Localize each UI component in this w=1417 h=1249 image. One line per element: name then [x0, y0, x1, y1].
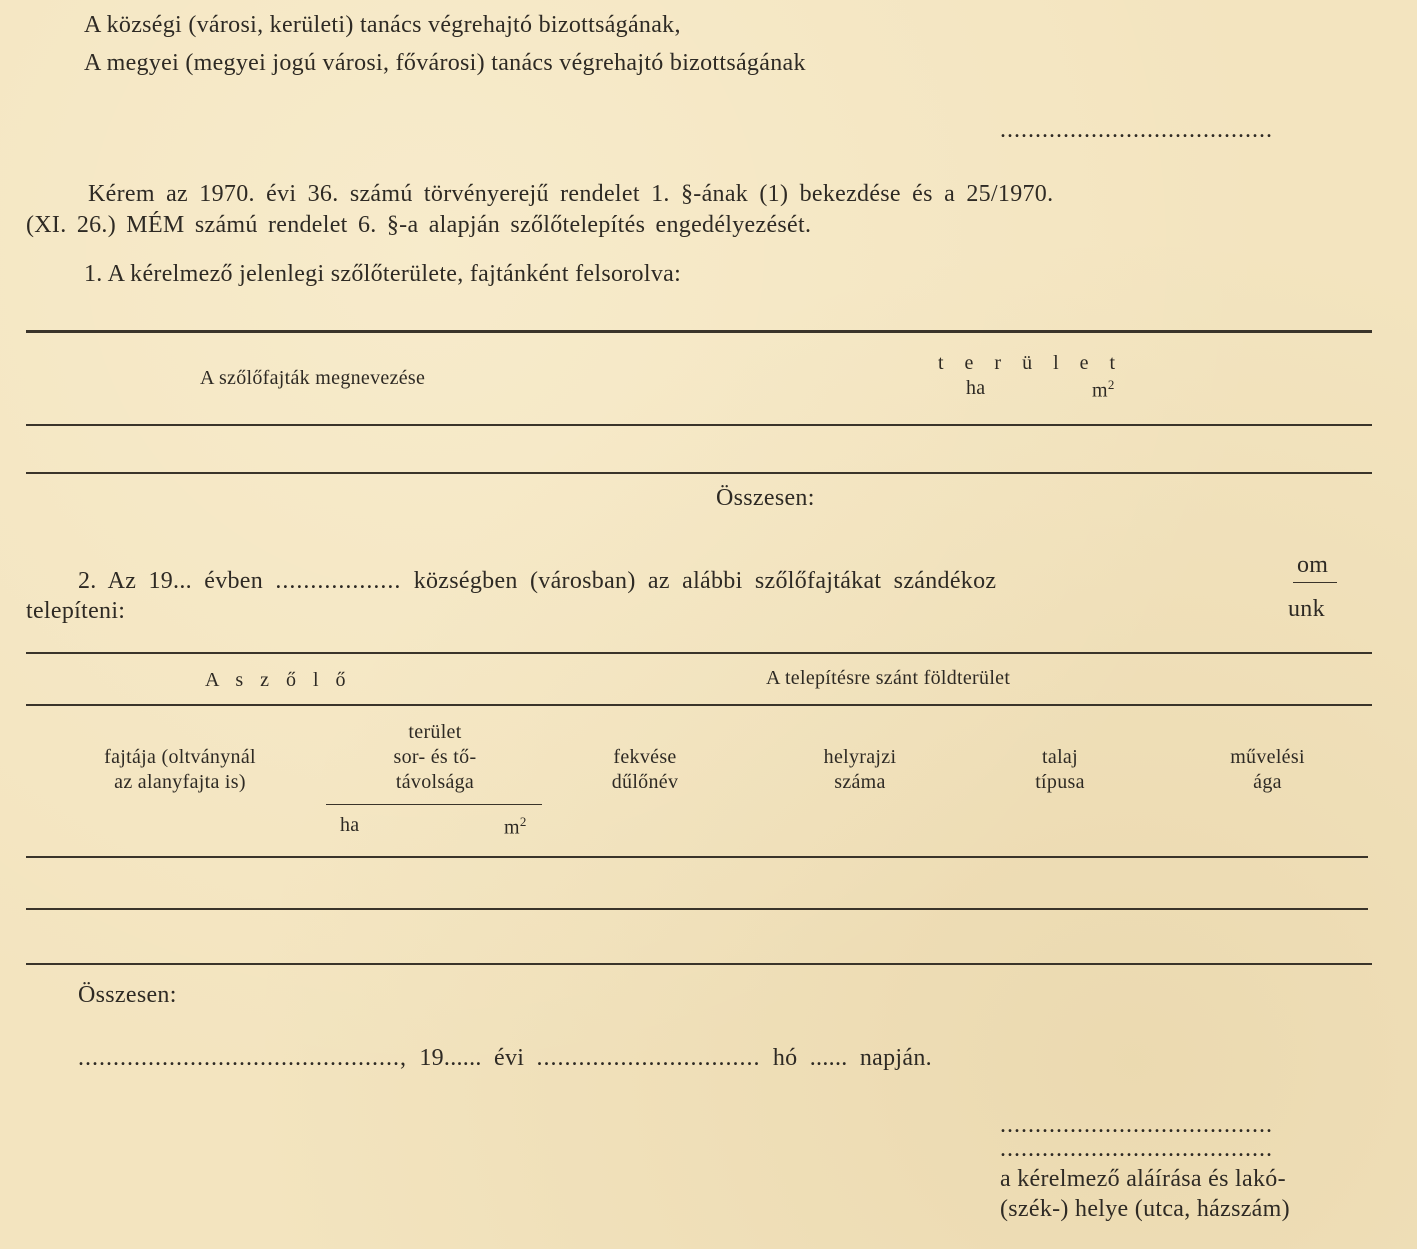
table-1-header-rule [26, 424, 1372, 426]
table-1-top-rule [26, 330, 1372, 333]
table-2-col-area-2: sor- és tő- [393, 746, 477, 768]
table-2-col-variety-1: fajtája (oltványnál [104, 746, 256, 768]
table-2-bottom-rule [26, 963, 1372, 965]
unit-m: m [1092, 379, 1108, 402]
table-2-col-parcel-2: száma [834, 771, 886, 793]
table-2-col-variety-2: az alanyfajta is) [114, 771, 246, 793]
date-day: hó ...... napján. [772, 1045, 932, 1071]
table-2-group-vine: A s z ő l ő [205, 669, 352, 691]
table-2-header-rule [26, 856, 1368, 858]
request-line-2: (XI. 26.) MÉM számú rendelet 6. §-a alapján szőlőtelepítés engedélyezését. [26, 212, 812, 238]
date-place-blank[interactable]: .............................................., [78, 1045, 407, 1071]
addressee-line-2: A megyei (megyei jogú városi, fővárosi) tanács végrehajtó bizottságának [84, 50, 806, 76]
date-month-blank[interactable]: ................................ [536, 1045, 761, 1071]
table-2-col-parcel-1: helyrajzi [823, 746, 897, 768]
date-line [78, 1045, 932, 1072]
table-2-col-cultivation-1: művelési [1230, 746, 1305, 768]
unit-exp: 2 [1107, 377, 1115, 392]
section-1-heading: 1. A kérelmező jelenlegi szőlőterülete, fajtánként felsorolva: [84, 261, 682, 287]
table-2-row-rule [26, 908, 1368, 910]
table-2-col-soil-2: típusa [1035, 771, 1085, 793]
date-year: 19...... évi [419, 1045, 525, 1071]
signature-caption-2: (szék-) helye (utca, házszám) [1000, 1196, 1290, 1222]
signature-blank-1[interactable]: ....................................... [1000, 1112, 1273, 1138]
table-1-unit-m2 [1092, 377, 1115, 403]
table-2-area-unit-rule [326, 804, 542, 805]
section-2-prefix: 2. Az 19... évben [78, 568, 264, 594]
addressee-line-1: A községi (városi, kerületi) tanács végrehajtó bizottságának, [84, 12, 681, 38]
table-2-col-soil-1: talaj [1042, 746, 1078, 768]
table-2-group-rule [26, 704, 1372, 706]
section-2-suffix-bottom: unk [1288, 596, 1325, 622]
request-line-1: Kérem az 1970. évi 36. számú törvényerejű rendelet 1. §-ának (1) bekezdése és a 25/1970. [88, 181, 1054, 207]
section-2-suffix: községben (városban) az alábbi szőlőfajtákat szándékoz [413, 568, 997, 594]
table-2-total: Összesen: [78, 982, 177, 1008]
signature-blank-2[interactable]: ....................................... [1000, 1136, 1273, 1162]
section-2-line-2: telepíteni: [26, 598, 126, 624]
table-1-row-rule [26, 472, 1372, 474]
table-2-col-area-1: terület [408, 721, 462, 743]
table-2-group-land: A telepítésre szánt földterület [766, 667, 1011, 689]
place-blank[interactable]: ....................................... [1000, 117, 1273, 143]
table-2-col-area-3: távolsága [395, 771, 475, 793]
table-2-col-cultivation-2: ága [1253, 771, 1282, 793]
unit-m: m [504, 816, 520, 839]
section-2-suffix-divider [1293, 582, 1337, 583]
table-2-top-rule [26, 652, 1372, 654]
table-2-unit-ha: ha [340, 814, 360, 836]
table-2-col-location-1: fekvése [613, 746, 677, 768]
section-2-place-blank[interactable]: .................. [275, 568, 402, 594]
table-1-col-variety: A szőlőfajták megnevezése [200, 367, 426, 389]
table-2-col-location-2: dűlőnév [611, 771, 679, 793]
table-2-unit-m2 [504, 814, 527, 840]
table-1-total: Összesen: [716, 485, 815, 511]
signature-caption-1: a kérelmező aláírása és lakó- [1000, 1166, 1286, 1192]
table-1-col-area: t e r ü l e t [938, 352, 1124, 374]
unit-exp: 2 [519, 814, 527, 829]
section-2-line-1 [78, 568, 996, 595]
table-1-unit-ha: ha [966, 377, 986, 399]
section-2-suffix-top: om [1297, 552, 1329, 578]
